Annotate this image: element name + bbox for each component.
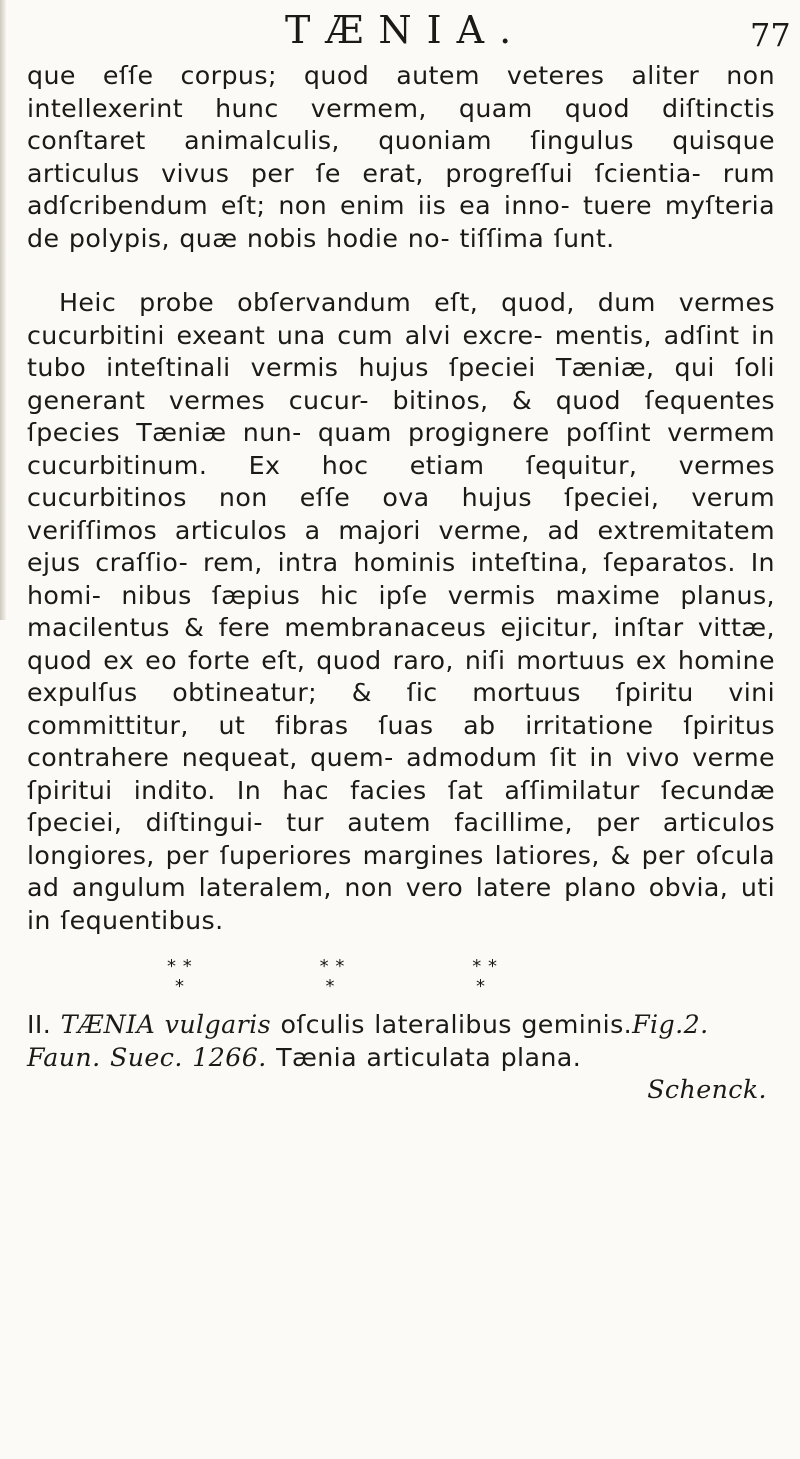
asterism-star: *	[175, 976, 184, 997]
running-title: TÆNIA.	[285, 8, 527, 52]
faun-citation	[27, 1042, 775, 1075]
asterism-star: *	[325, 976, 335, 997]
asterism-ornament	[167, 957, 587, 997]
species-name: TÆNIA vulgaris	[60, 1010, 271, 1039]
asterism-group: * *	[472, 956, 497, 977]
paragraph-2: Heic probe obſervandum eſt, quod, dum vermes cucurbitini exeant una cum alvi excre- mentis, adſint in tubo inteſtinali vermis hujus ſpeciei Tæniæ, qui ſoli generant vermes cucur- bitinos, & quod ſequentes ſpecies Tæniæ nun- quam progignere poſſint vermem cucurbitinum. Ex hoc etiam ſequitur, vermes cucurbitinos non eſſe ova hujus ſpeciei, verum veriſſimos articulos a majori verme, ad extremitatem ejus craſſio- rem, intra hominis inteſtina, ſeparatos. In homi- nibus ſæpius hic ipſe vermis maxime planus, macilentus & fere membranaceus ejicitur, inſtar vittæ, quod ex eo forte eſt, quod raro, niſi mortuus ex homine expulſus obtineatur; & ſic mortuus ſpiritu vini committitur, ut fibras ſuas ab irritatione ſpiritus contrahere nequeat, quem- admodum ſit in vivo verme ſpiritui indito. In hac facies ſat aſſimilatur ſecundæ ſpeciei, diſtingui- tur autem facillime, per articulos longiores, per ſuperiores margines latiores, & per oſcula ad angulum lateralem, non vero latere plano obvia, uti in ſequentibus.	[27, 288, 775, 935]
asterism-star: *	[476, 976, 485, 997]
page-edge-shadow	[0, 0, 6, 620]
running-header	[0, 2, 800, 62]
species-description: oſculis lateralibus geminis.	[280, 1010, 633, 1039]
page-number: 77	[750, 16, 791, 54]
paragraph-1: que eſſe corpus; quod autem veteres aliter non intellexerint hunc vermem, quam quod diſtinctis conſtaret animalculis, quoniam ſingulus quisque articulus vivus per ſe erat, progreſſui ſcientia- rum adſcribendum eſt; non enim iis ea inno- tuere myſteria de polypis, quæ nobis hodie no- tiſſima ſunt.	[27, 61, 775, 253]
species-heading	[27, 1009, 775, 1042]
faun-text: Tænia articulata plana.	[276, 1042, 582, 1072]
asterism-group: * *	[167, 956, 192, 977]
asterism-group: * *	[319, 956, 345, 977]
species-number: II.	[27, 1010, 52, 1039]
catchword: Schenck.	[647, 1075, 767, 1104]
faun-reference: Faun. Suec. 1266.	[27, 1042, 267, 1072]
body-text	[27, 60, 775, 1107]
figure-reference: Fig.2.	[632, 1010, 709, 1039]
